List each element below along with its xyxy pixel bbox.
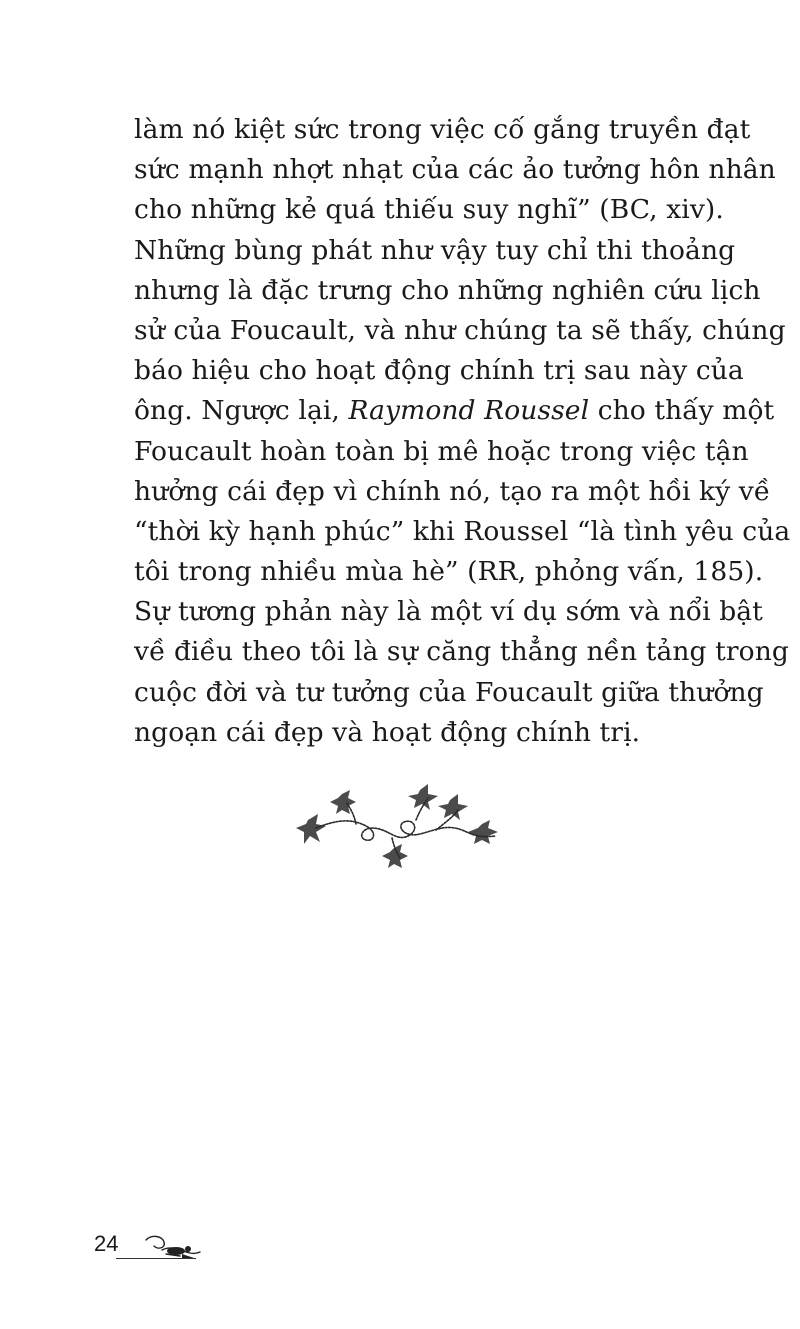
text-line-9: Foucault hoàn toàn bị mê hoặc trong việc tận: [134, 435, 749, 467]
vine-leaf-ornament-icon: [296, 780, 516, 880]
text-line-16: ngoạn cái đẹp và hoạt động chính trị.: [134, 716, 641, 748]
text-line-4: Những bùng phát như vậy tuy chỉ thi thoảng: [134, 234, 736, 266]
book-title-raymond-roussel: Raymond Roussel: [348, 395, 590, 427]
text-line-8-prefix: ông. Ngược lại,: [134, 395, 349, 427]
text-line-10: hưởng cái đẹp vì chính nó, tạo ra một hồi ký về: [134, 475, 771, 507]
text-line-15: cuộc đời và tư tưởng của Foucault giữa thưởng: [134, 676, 764, 708]
text-line-14: về điều theo tôi là sự căng thẳng nền tảng trong: [134, 636, 789, 668]
text-line-13: Sự tương phản này là một ví dụ sớm và nổi bật: [134, 596, 763, 628]
text-line-2: sức mạnh nhợt nhạt của các ảo tưởng hôn nhân: [134, 154, 776, 186]
text-line-6: sử của Foucault, và như chúng ta sẽ thấy, chúng: [134, 314, 786, 346]
text-line-5: nhưng là đặc trưng cho những nghiên cứu lịch: [134, 274, 761, 306]
page-footer: [94, 1232, 224, 1272]
footer-rule: [116, 1258, 196, 1259]
text-line-8: [134, 391, 775, 431]
text-line-8-suffix: cho thấy một: [589, 395, 775, 427]
text-line-3: cho những kẻ quá thiếu suy nghĩ” (BC, xiv).: [134, 194, 724, 226]
text-line-7: báo hiệu cho hoạt động chính trị sau này của: [134, 355, 744, 387]
page-number: 24: [94, 1231, 119, 1256]
text-line-11: “thời kỳ hạnh phúc” khi Roussel “là tình yêu của: [134, 515, 791, 547]
body-text: [134, 110, 791, 753]
text-line-1: làm nó kiệt sức trong việc cố gắng truyền đạt: [134, 114, 751, 145]
text-line-12: tôi trong nhiều mùa hè” (RR, phỏng vấn, 185).: [134, 556, 764, 588]
